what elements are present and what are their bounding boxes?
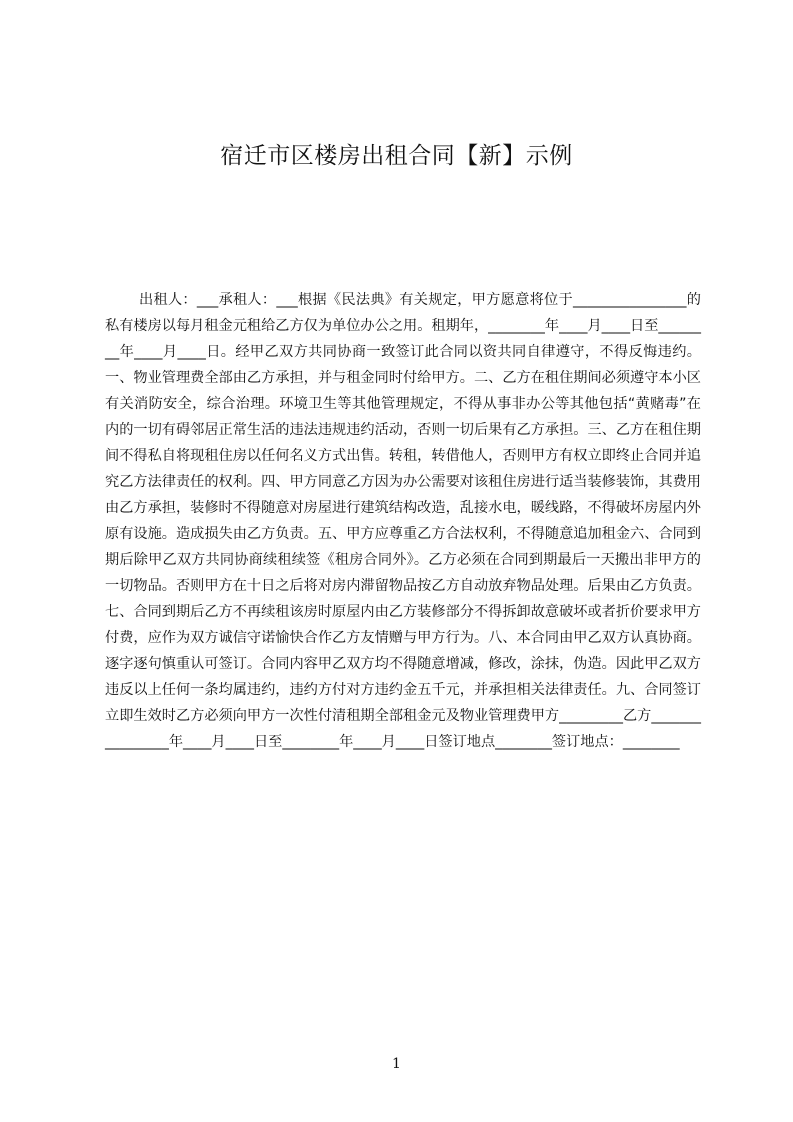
document-title: 宿迁市区楼房出租合同【新】示例 bbox=[220, 143, 573, 169]
page-number: 1 bbox=[392, 1056, 401, 1072]
contract-body: 出租人：___承租人：___根据《民法典》有关规定，甲方愿意将位于________________的私有楼房以每月租金元租给乙方仅为单位办公之用。租期年，________年____月____日至________年____月____日。经甲乙双方共同协商一致签订此合同以资共同自律遵守，不得反悔违约。一、物业管理费全部由乙方承担，并与租金同时付给甲方。二、乙方在租住期间必须遵守本小区有关消防安全，综合治理。环境卫生等其他管理规定，不得从事非办公等其他包括“黄赌毒”在内的一切有碍邻居正常生活的违法违规违约活动，否则一切后果有乙方承担。三、乙方在租住期间不得私自将现租住房以任何名义方式出售。转租，转借他人，否则甲方有权立即终止合同并追究乙方法律责任的权利。四、甲方同意乙方因为办公需要对该租住房进行适当装修装饰，其费用由乙方承担，装修时不得随意对房屋进行建筑结构改造，乱接水电，暖线路，不得破坏房屋内外原有设施。造成损失由乙方负责。五、甲方应尊重乙方合法权利，不得随意追加租金六、合同到期后除甲乙双方共同协商续租续签《租房合同外》。乙方必须在合同到期最后一天搬出非甲方的一切物品。否则甲方在十日之后将对房内滞留物品按乙方自动放弃物品处理。后果由乙方负责。七、合同到期后乙方不再续租该房时原屋内由乙方装修部分不得拆卸故意破坏或者折价要求甲方付费，应作为双方诚信守诺愉快合作乙方友情赠与甲方行为。八、本合同由甲乙双方认真协商。逐字逐句慎重认可签订。合同内容甲乙双方均不得随意增减，修改，涂抹，伪造。因此甲乙双方违反以上任何一条均属违约，违约方付对方违约金五千元，并承担相关法律责任。九、合同签订立即生效时乙方必须向甲方一次性付清租期全部租金元及物业管理费甲方_________乙方________________年____月____日至________年____月____日签订地点________签订地点：________ bbox=[105, 292, 701, 750]
